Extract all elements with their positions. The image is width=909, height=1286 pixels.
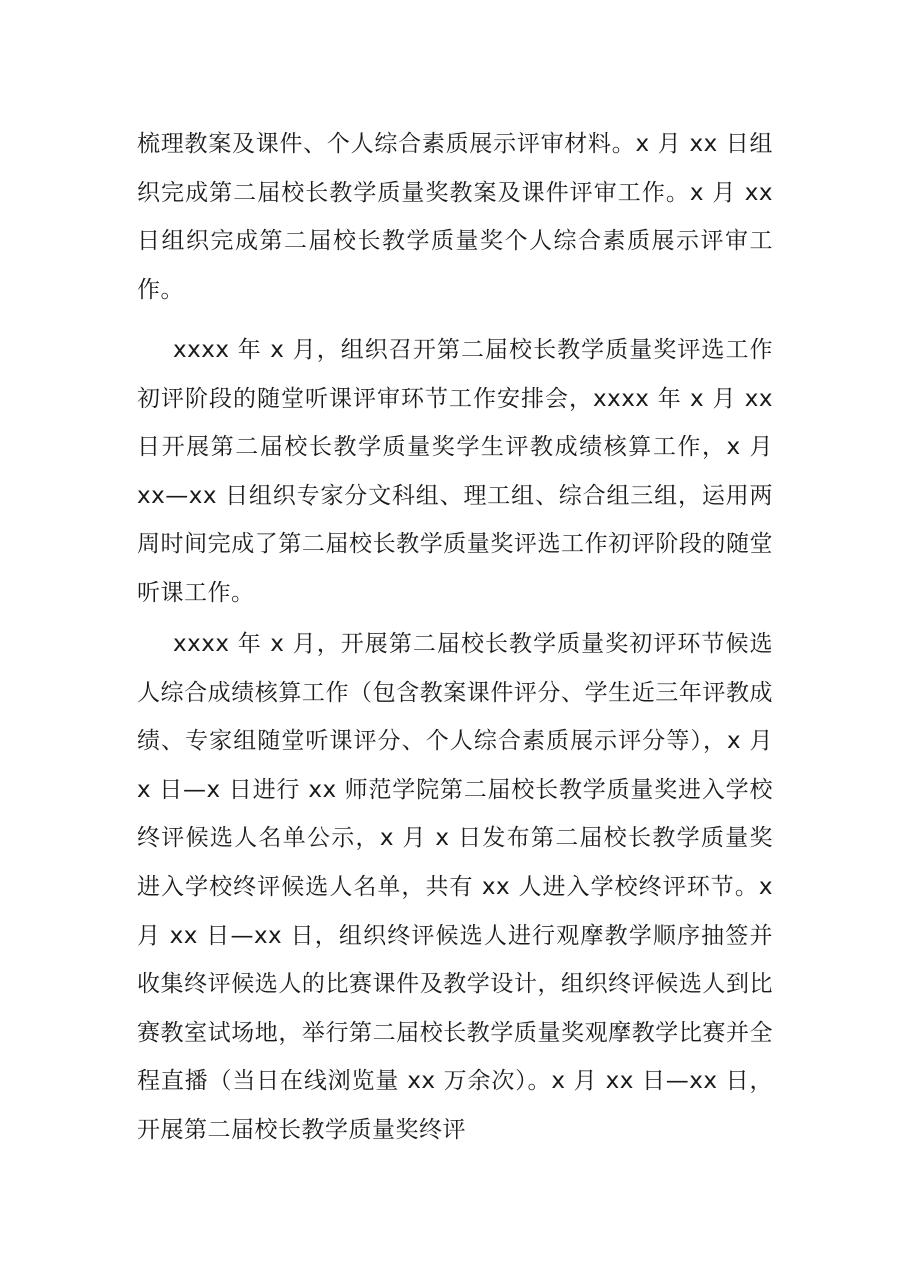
paragraph-2 [137, 326, 773, 618]
paragraph-2-text: xxxx 年 x 月，组织召开第二届校长教学质量奖评选工作初评阶段的随堂听课评审环节工作安排会，xxxx 年 x 月 xx 日开展第二届校长教学质量奖学生评教成绩核算工作，x 月 xx—xx 日组织专家分文科组、理工组、综合组三组，运用两周时间完成了第二届校长教学质量奖评选工作初评阶段的随堂听课工作。 [137, 337, 773, 606]
paragraph-3 [137, 620, 773, 1155]
paragraph-1 [137, 120, 773, 314]
paragraph-1-text: 梳理教案及课件、个人综合素质展示评审材料。x 月 xx 日组织完成第二届校长教学质量奖教案及课件评审工作。x 月 xx 日组织完成第二届校长教学质量奖个人综合素质展示评审工作。 [137, 131, 773, 303]
paragraph-3-text: xxxx 年 x 月，开展第二届校长教学质量奖初评环节候选人综合成绩核算工作（包含教案课件评分、学生近三年评教成绩、专家组随堂听课评分、个人综合素质展示评分等），x 月 x 日—x 日进行 xx 师范学院第二届校长教学质量奖进入学校终评候选人名单公示，x 月 x 日发布第二届校长教学质量奖进入学校终评候选人名单，共有 xx 人进入学校终评环节。x 月 xx 日—xx 日，组织终评候选人进行观摩教学顺序抽签并收集终评候选人的比赛课件及教学设计，组织终评候选人到比赛教室试场地，举行第二届校长教学质量奖观摩教学比赛并全程直播（当日在线浏览量 xx 万余次）。x 月 xx 日—xx 日，开展第二届校长教学质量奖终评 [137, 631, 773, 1143]
